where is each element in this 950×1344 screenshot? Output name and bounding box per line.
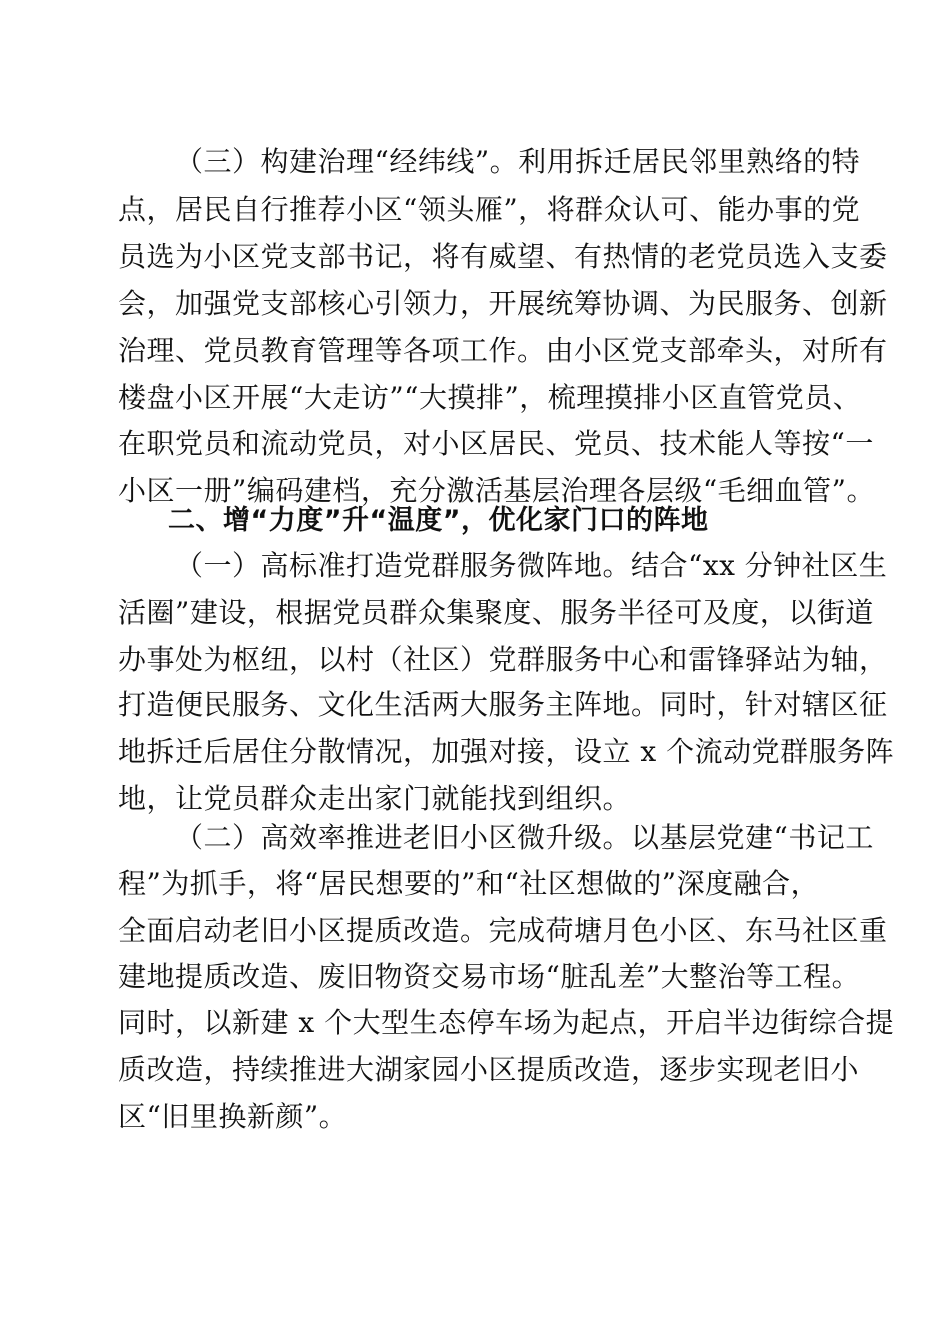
paragraph-line: 治理、党员教育管理等各项工作。由小区党支部牵头，对所有	[118, 334, 888, 367]
paragraph-line: 全面启动老旧小区提质改造。完成荷塘月色小区、东马社区重	[118, 914, 888, 947]
section-heading: 二、增“力度”升“温度”，优化家门口的阵地	[168, 505, 709, 536]
paragraph-line: 办事处为枢纽，以村（社区）党群服务中心和雷锋驿站为轴，	[118, 643, 888, 676]
paragraph-line: 同时，以新建 x 个大型生态停车场为起点，开启半边街综合提	[118, 1006, 895, 1039]
paragraph-line: 员选为小区党支部书记，将有威望、有热情的老党员选入支委	[118, 240, 888, 273]
paragraph-line: （二）高效率推进老旧小区微升级。以基层党建“书记工	[175, 821, 874, 854]
paragraph-line: 在职党员和流动党员，对小区居民、党员、技术能人等按“一	[118, 427, 874, 460]
paragraph-line: 建地提质改造、废旧物资交易市场“脏乱差”大整治等工程。	[118, 960, 861, 993]
paragraph-line: （一）高标准打造党群服务微阵地。结合“xx 分钟社区生	[175, 549, 888, 582]
paragraph-line: 区“旧里换新颜”。	[118, 1100, 348, 1133]
paragraph-line: 质改造，持续推进大湖家园小区提质改造，逐步实现老旧小	[118, 1053, 860, 1086]
paragraph-line: 地，让党员群众走出家门就能找到组织。	[118, 782, 632, 815]
paragraph-line: 小区一册”编码建档，充分激活基层治理各层级“毛细血管”。	[118, 474, 875, 507]
paragraph-line: 打造便民服务、文化生活两大服务主阵地。同时，针对辖区征	[118, 688, 888, 721]
paragraph-line: 会，加强党支部核心引领力，开展统筹协调、为民服务、创新	[118, 287, 888, 320]
paragraph-line: 程”为抓手，将“居民想要的”和“社区想做的”深度融合，	[118, 867, 820, 900]
paragraph-line: （三）构建治理“经纬线”。利用拆迁居民邻里熟络的特	[175, 145, 861, 178]
paragraph-line: 点，居民自行推荐小区“领头雁”，将群众认可、能办事的党	[118, 193, 861, 226]
paragraph-line: 楼盘小区开展“大走访”“大摸排”，梳理摸排小区直管党员、	[118, 381, 862, 414]
paragraph-line: 活圈”建设，根据党员群众集聚度、服务半径可及度，以街道	[118, 596, 874, 629]
paragraph-line: 地拆迁后居住分散情况，加强对接，设立 x 个流动党群服务阵	[118, 735, 895, 768]
